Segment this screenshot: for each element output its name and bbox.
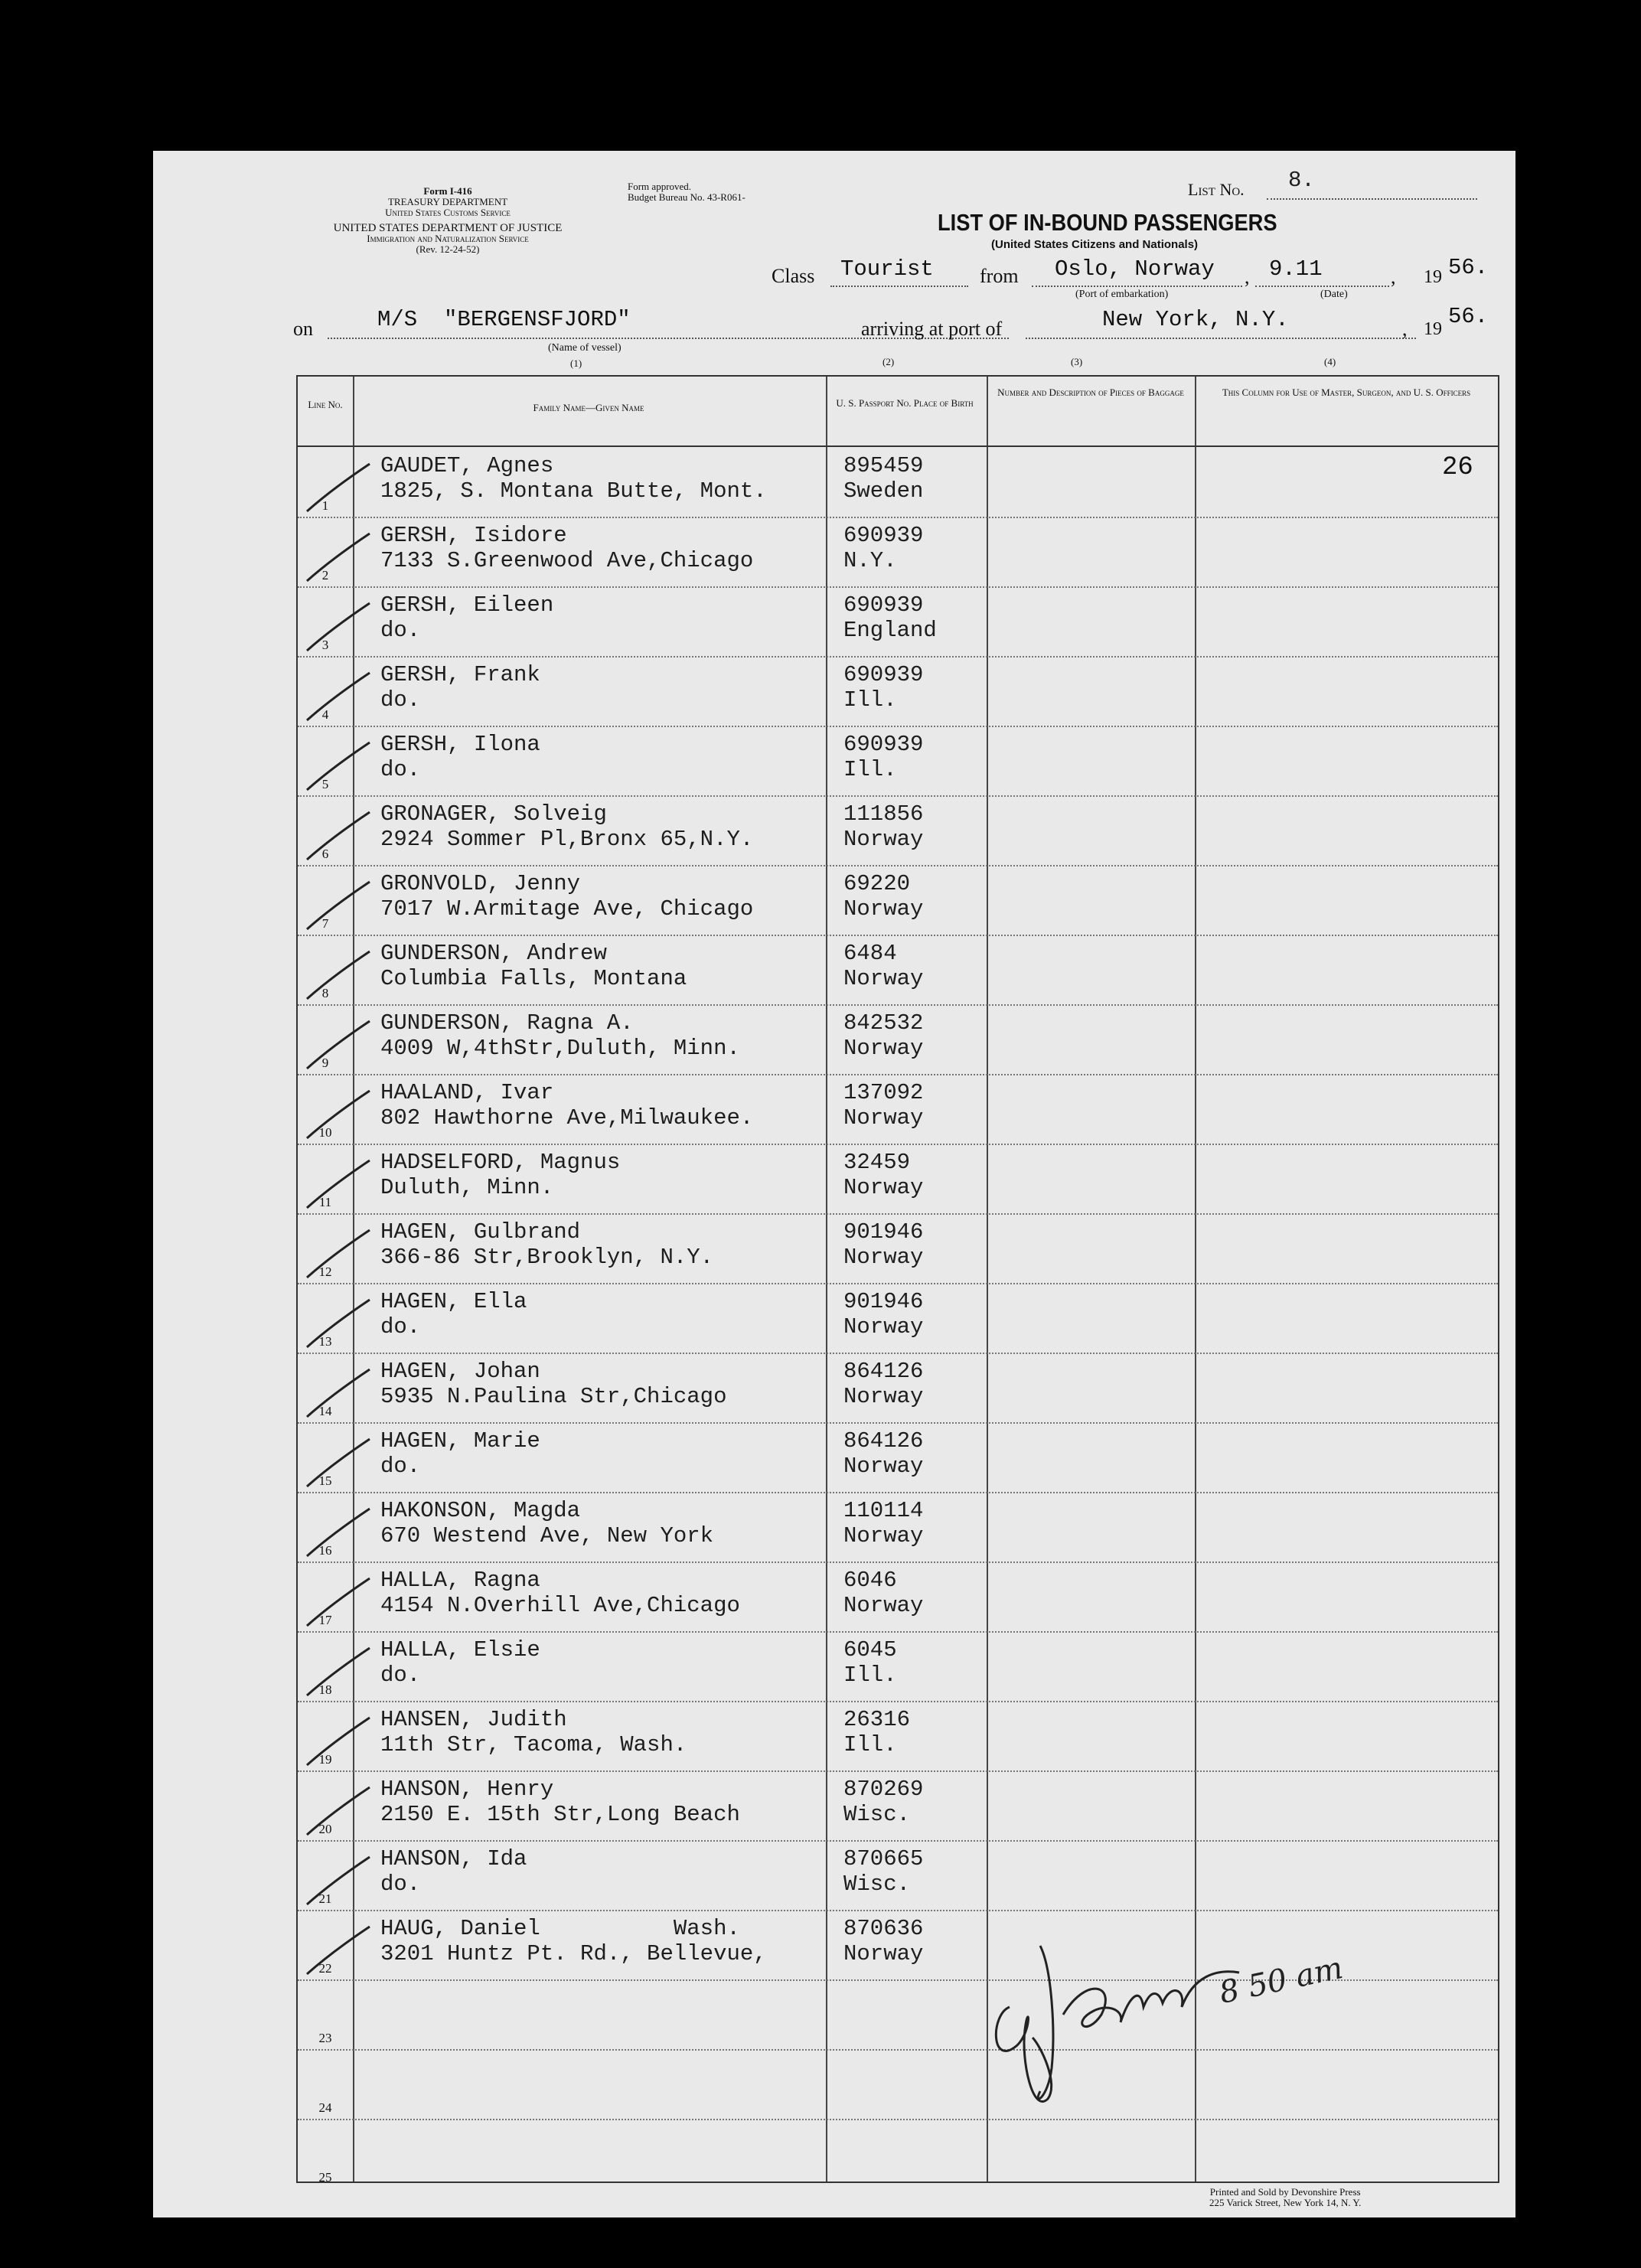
line-number: 14 — [318, 1404, 332, 1418]
date-caption: (Date) — [1320, 289, 1348, 300]
passenger-name: GAUDET, Agnes — [380, 453, 554, 478]
col-num-1: (1) — [570, 357, 582, 369]
form-approved: Form approved. — [628, 181, 692, 192]
passenger-address: 3201 Huntz Pt. Rd., Bellevue, — [380, 1941, 767, 1966]
treasury-dept: TREASURY DEPARTMENT — [387, 196, 508, 207]
comma-2: , — [1391, 266, 1396, 288]
col-header-passport: U. S. Passport No. Place of Birth — [836, 397, 974, 409]
passport-number: 137092 — [843, 1080, 924, 1105]
check-mark-icon — [305, 1088, 371, 1141]
line-number: 25 — [318, 2170, 332, 2185]
passenger-address: 1825, S. Montana Butte, Mont. — [380, 478, 767, 504]
comma-1: , — [1245, 266, 1250, 288]
passenger-name: HALLA, Elsie — [380, 1637, 540, 1663]
col-header-officers: This Column for Use of Master, Surgeon, and U. S. Officers — [1222, 387, 1471, 398]
passport-number: 864126 — [843, 1359, 924, 1384]
check-mark-icon — [305, 600, 371, 654]
passenger-address: 7133 S.Greenwood Ave,Chicago — [380, 548, 754, 573]
passenger-name: GERSH, Isidore — [380, 523, 567, 548]
place-of-birth: Sweden — [843, 478, 924, 504]
passenger-address: 670 Westend Ave, New York — [380, 1523, 714, 1548]
line-number: 2 — [321, 568, 329, 583]
passport-number: 842532 — [843, 1010, 924, 1036]
table-row — [298, 1353, 1498, 1424]
table-row — [298, 2049, 1498, 2120]
year-prefix-1: 19 — [1424, 267, 1442, 287]
place-of-birth: England — [843, 618, 937, 643]
place-of-birth: Norway — [843, 827, 924, 852]
place-of-birth: Wisc. — [843, 1802, 911, 1827]
line-number: 11 — [318, 1195, 332, 1209]
place-of-birth: Norway — [843, 966, 924, 991]
table-row — [298, 586, 1498, 658]
place-of-birth: Norway — [843, 1523, 924, 1548]
line-number: 18 — [318, 1682, 332, 1697]
check-mark-icon — [305, 879, 371, 932]
check-mark-icon — [305, 1854, 371, 1907]
line-number: 21 — [318, 1891, 332, 1906]
line-number: 6 — [321, 847, 329, 861]
table-row — [298, 1422, 1498, 1493]
passenger-name: HALLA, Ragna — [380, 1568, 540, 1593]
check-mark-icon — [305, 1784, 371, 1838]
line-number: 10 — [318, 1125, 332, 1140]
manifest-sheet — [153, 151, 1515, 2217]
check-mark-icon — [305, 1924, 371, 1977]
line-number: 5 — [321, 777, 329, 791]
line-number: 15 — [318, 1473, 332, 1488]
line-number: 3 — [321, 638, 329, 652]
line-number: 16 — [318, 1543, 332, 1558]
passenger-name: HAUG, Daniel Wash. — [380, 1916, 740, 1941]
passport-number: 870636 — [843, 1916, 924, 1941]
passenger-name: HANSON, Henry — [380, 1777, 554, 1802]
col-num-2: (2) — [882, 356, 895, 367]
passport-number: 111856 — [843, 801, 924, 827]
line-number: 24 — [318, 2100, 332, 2115]
table-row — [298, 1213, 1498, 1284]
passenger-name: HANSEN, Judith — [380, 1707, 567, 1732]
passenger-address: 4009 W,4thStr,Duluth, Minn. — [380, 1036, 740, 1061]
check-mark-icon — [305, 739, 371, 793]
place-of-birth: Norway — [843, 1036, 924, 1061]
passport-number: 895459 — [843, 453, 924, 478]
line-number: 20 — [318, 1822, 332, 1836]
check-mark-icon — [305, 1366, 371, 1420]
approval-block — [628, 181, 745, 203]
list-no-line — [1267, 198, 1477, 200]
table-row — [298, 1770, 1498, 1842]
year-1: 56. — [1448, 255, 1489, 280]
check-mark-icon — [305, 1506, 371, 1559]
passenger-name: GERSH, Eileen — [380, 592, 554, 618]
line-number: 22 — [318, 1961, 332, 1976]
from-line — [1032, 286, 1242, 287]
check-mark-icon — [305, 809, 371, 863]
passenger-name: HAGEN, Gulbrand — [380, 1219, 581, 1245]
line-number: 17 — [318, 1613, 332, 1627]
class-line — [830, 286, 968, 287]
page-title: LIST OF IN-BOUND PASSENGERS — [938, 209, 1277, 236]
col-header-name: Family Name—Given Name — [533, 402, 644, 413]
col-num-3: (3) — [1071, 356, 1083, 367]
arriving-label: arriving at port of — [861, 318, 1003, 340]
col-num-4: (4) — [1324, 356, 1336, 367]
printer-line-2: 225 Varick Street, New York 14, N. Y. — [1209, 2197, 1362, 2208]
passenger-address: 5935 N.Paulina Str,Chicago — [380, 1384, 727, 1409]
printer-note — [1209, 2187, 1361, 2208]
passport-number: 26316 — [843, 1707, 911, 1732]
passenger-name: GERSH, Ilona — [380, 732, 540, 757]
passenger-name: HAGEN, Marie — [380, 1428, 540, 1454]
date-line — [1255, 286, 1389, 287]
place-of-birth: Ill. — [843, 687, 897, 713]
place-of-birth: Norway — [843, 896, 924, 922]
line-number: 23 — [318, 2031, 332, 2045]
table-row — [298, 1701, 1498, 1772]
passport-number: 901946 — [843, 1219, 924, 1245]
passport-number: 6045 — [843, 1637, 897, 1663]
passport-number: 6046 — [843, 1568, 897, 1593]
table-row — [298, 447, 1498, 518]
form-header-block — [287, 186, 608, 255]
line-number: 9 — [321, 1056, 329, 1070]
line-number: 19 — [318, 1752, 332, 1767]
table-row — [298, 2119, 1498, 2188]
table-row — [298, 1283, 1498, 1354]
check-mark-icon — [305, 1018, 371, 1072]
date-value: 9.11 — [1269, 256, 1323, 282]
passenger-name: GUNDERSON, Ragna A. — [380, 1010, 634, 1036]
table-row — [298, 726, 1498, 797]
place-of-birth: Ill. — [843, 1663, 897, 1688]
passenger-address: 4154 N.Overhill Ave,Chicago — [380, 1593, 740, 1618]
place-of-birth: Norway — [843, 1105, 924, 1131]
check-mark-icon — [305, 1436, 371, 1490]
passenger-address: 366-86 Str,Brooklyn, N.Y. — [380, 1245, 714, 1270]
check-mark-icon — [305, 1297, 371, 1350]
place-of-birth: Ill. — [843, 757, 897, 782]
place-of-birth: Norway — [843, 1314, 924, 1340]
table-row — [298, 1074, 1498, 1145]
passenger-address: 7017 W.Armitage Ave, Chicago — [380, 896, 754, 922]
check-mark-icon — [305, 948, 371, 1002]
check-mark-icon — [305, 670, 371, 723]
passenger-address: Columbia Falls, Montana — [380, 966, 687, 991]
passport-number: 6484 — [843, 941, 897, 966]
place-of-birth: Norway — [843, 1175, 924, 1200]
passport-number: 870665 — [843, 1846, 924, 1872]
line-number: 13 — [318, 1334, 332, 1349]
place-of-birth: Norway — [843, 1245, 924, 1270]
passenger-address: 2924 Sommer Pl,Bronx 65,N.Y. — [380, 827, 754, 852]
arrival-port: New York, N.Y. — [1102, 307, 1289, 332]
passport-number: 690939 — [843, 523, 924, 548]
from-label: from — [980, 265, 1019, 287]
passenger-name: HAALAND, Ivar — [380, 1080, 554, 1105]
check-mark-icon — [305, 1645, 371, 1699]
passport-number: 32459 — [843, 1150, 911, 1175]
passenger-address: 802 Hawthorne Ave,Milwaukee. — [380, 1105, 754, 1131]
check-mark-icon — [305, 1157, 371, 1211]
port-caption: (Port of embarkation) — [1075, 289, 1169, 300]
passport-number: 690939 — [843, 732, 924, 757]
place-of-birth: Ill. — [843, 1732, 897, 1757]
passenger-address: do. — [380, 757, 421, 782]
col-header-baggage: Number and Description of Pieces of Baggage — [997, 387, 1184, 398]
check-mark-icon — [305, 1227, 371, 1281]
table-row — [298, 1561, 1498, 1633]
passenger-name: GUNDERSON, Andrew — [380, 941, 607, 966]
place-of-birth: Norway — [843, 1384, 924, 1409]
table-row — [298, 1631, 1498, 1702]
class-label: Class — [772, 265, 815, 287]
port-of-embarkation: Oslo, Norway — [1055, 256, 1215, 282]
place-of-birth: Norway — [843, 1593, 924, 1618]
class-value: Tourist — [840, 256, 934, 282]
ins-service: Immigration and Naturalization Service — [367, 233, 529, 244]
place-of-birth: Norway — [843, 1941, 924, 1966]
on-label: on — [293, 318, 313, 340]
check-mark-icon — [305, 530, 371, 584]
passport-number: 690939 — [843, 662, 924, 687]
table-row — [298, 517, 1498, 588]
passenger-address: do. — [380, 1314, 421, 1340]
table-row — [298, 865, 1498, 936]
check-mark-icon — [305, 461, 371, 514]
year-prefix-2: 19 — [1424, 319, 1442, 339]
passport-number: 110114 — [843, 1498, 924, 1523]
printer-line-1: Printed and Sold by Devonshire Press — [1209, 2186, 1361, 2198]
passenger-address: do. — [380, 1872, 421, 1897]
line-number: 4 — [321, 707, 329, 722]
passenger-name: HANSON, Ida — [380, 1846, 527, 1872]
line-number: 1 — [321, 498, 329, 513]
table-row — [298, 656, 1498, 727]
signature-time: 8 50 am — [1216, 1950, 1346, 2011]
page-subtitle: (United States Citizens and Nationals) — [991, 238, 1199, 251]
budget-bureau: Budget Bureau No. 43-R061- — [628, 191, 745, 203]
year-2: 56. — [1448, 304, 1489, 329]
table-row — [298, 1840, 1498, 1911]
passenger-name: GRONAGER, Solveig — [380, 801, 607, 827]
passenger-address: do. — [380, 618, 421, 643]
comma-3: , — [1402, 318, 1408, 340]
justice-dept: UNITED STATES DEPARTMENT OF JUSTICE — [333, 222, 563, 234]
passenger-address: do. — [380, 1454, 421, 1479]
passport-number: 864126 — [843, 1428, 924, 1454]
passport-number: 870269 — [843, 1777, 924, 1802]
passport-number: 69220 — [843, 871, 911, 896]
vessel-name: M/S "BERGENSFJORD" — [377, 307, 631, 332]
passenger-name: HAGEN, Johan — [380, 1359, 540, 1384]
vessel-caption: (Name of vessel) — [548, 342, 621, 354]
place-of-birth: Norway — [843, 1454, 924, 1479]
passenger-name: HAGEN, Ella — [380, 1289, 527, 1314]
passenger-name: GRONVOLD, Jenny — [380, 871, 581, 896]
customs-service: United States Customs Service — [385, 207, 511, 218]
check-mark-icon — [305, 1575, 371, 1629]
col-header-line-no: Line No. — [308, 399, 343, 410]
table-row — [298, 795, 1498, 866]
passenger-address: do. — [380, 1663, 421, 1688]
line-number: 12 — [318, 1265, 332, 1279]
form-number: Form I-416 — [423, 185, 472, 197]
arrival-line — [1026, 338, 1416, 339]
list-no-label: List No. — [1188, 180, 1245, 199]
revision: (Rev. 12-24-52) — [416, 243, 480, 255]
list-no-value: 8. — [1288, 168, 1315, 193]
place-of-birth: N.Y. — [843, 548, 897, 573]
line-number: 8 — [321, 986, 329, 1000]
table-row — [298, 1004, 1498, 1075]
passenger-name: HAKONSON, Magda — [380, 1498, 581, 1523]
table-body — [298, 447, 1498, 2185]
passenger-address: 2150 E. 15th Str,Long Beach — [380, 1802, 740, 1827]
passenger-name: HADSELFORD, Magnus — [380, 1150, 621, 1175]
passenger-address: do. — [380, 687, 421, 713]
passport-number: 690939 — [843, 592, 924, 618]
passenger-name: GERSH, Frank — [380, 662, 540, 687]
table-row — [298, 1492, 1498, 1563]
officer-annotation: 26 — [1442, 453, 1473, 482]
passenger-address: 11th Str, Tacoma, Wash. — [380, 1732, 687, 1757]
table-row — [298, 935, 1498, 1006]
passenger-address: Duluth, Minn. — [380, 1175, 554, 1200]
line-number: 7 — [321, 916, 329, 931]
passenger-table — [296, 375, 1499, 2183]
signature-mark — [987, 1915, 1308, 2129]
table-row — [298, 1144, 1498, 1215]
place-of-birth: Wisc. — [843, 1872, 911, 1897]
check-mark-icon — [305, 1715, 371, 1768]
passport-number: 901946 — [843, 1289, 924, 1314]
